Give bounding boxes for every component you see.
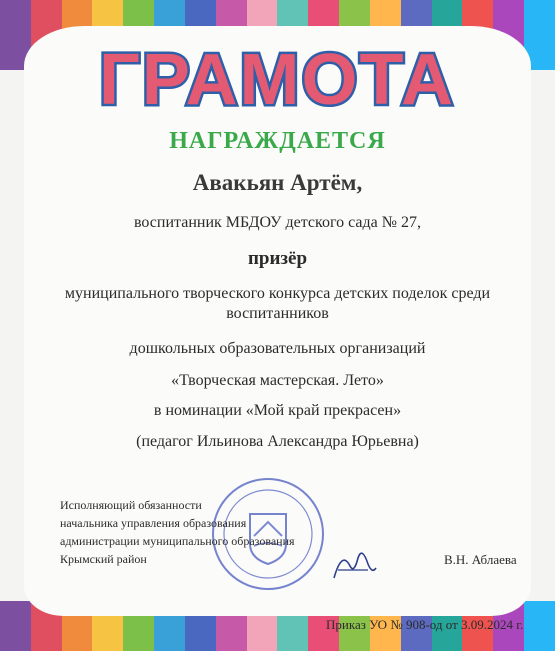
- title-text: ГРАМОТА: [99, 40, 455, 120]
- certificate-title: [70, 38, 485, 120]
- signatory-line-2: начальника управления образования: [60, 516, 247, 530]
- handwritten-signature: [328, 540, 378, 584]
- contest-line-1: муниципального творческого конкурса детских поделок среди: [64, 285, 491, 302]
- contest-name: «Творческая мастерская. Лето»: [171, 372, 384, 389]
- color-stripe: [0, 601, 31, 651]
- signatory-line-1: Исполняющий обязанности: [60, 498, 202, 512]
- signatory-line-4: Крымский район: [60, 552, 147, 566]
- contest-line-3: дошкольных образовательных организаций: [129, 340, 426, 357]
- nomination: в номинации «Мой край прекрасен»: [153, 402, 402, 419]
- color-stripe: [524, 601, 555, 651]
- order-reference: Приказ УО № 908-од от 3.09.2024 г.: [326, 617, 524, 632]
- affiliation: воспитанник МБДОУ детского сада № 27,: [133, 214, 422, 231]
- award-status: призёр: [247, 248, 308, 269]
- subtitle: НАГРАЖДАЕТСЯ: [169, 128, 386, 154]
- contest-line-2: воспитанников: [226, 305, 329, 322]
- teacher: (педагог Ильинова Александра Юрьевна): [136, 433, 419, 450]
- recipient-name: Авакьян Артём,: [192, 170, 363, 195]
- signatory-title: [60, 496, 295, 568]
- signatory-name: В.Н. Аблаева: [444, 552, 517, 567]
- signatory-line-3: администрации муниципального образования: [60, 534, 295, 548]
